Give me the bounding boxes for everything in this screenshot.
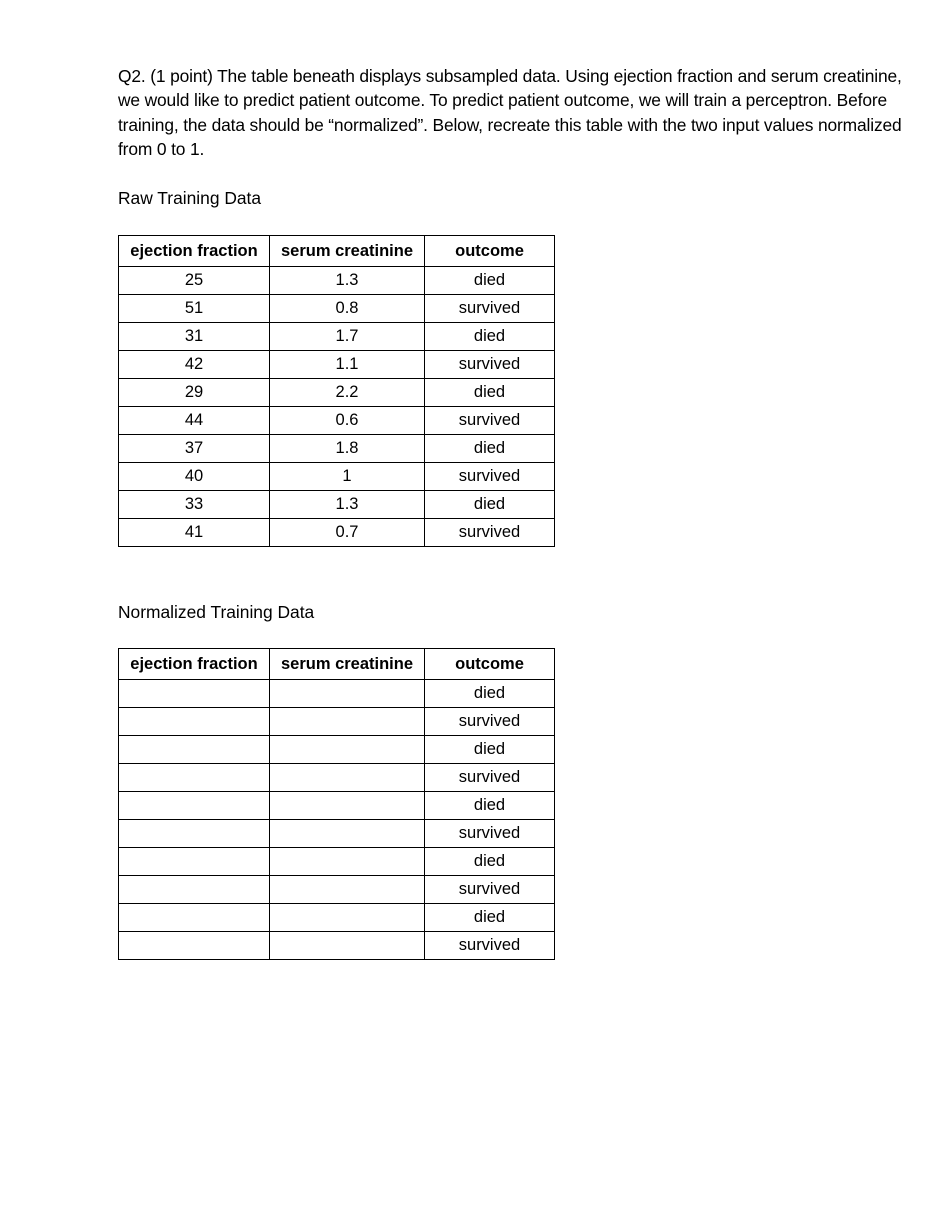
cell-ejection-fraction: 31 <box>119 323 270 351</box>
table-row <box>119 463 555 491</box>
cell-outcome: died <box>425 792 555 820</box>
column-header-serum-creatinine: serum creatinine <box>270 649 425 680</box>
blank-serum-creatinine-cell[interactable] <box>270 792 425 820</box>
cell-outcome: died <box>425 267 555 295</box>
cell-ejection-fraction: 42 <box>119 351 270 379</box>
cell-ejection-fraction: 51 <box>119 295 270 323</box>
cell-serum-creatinine: 2.2 <box>270 379 425 407</box>
column-header-outcome: outcome <box>425 649 555 680</box>
cell-outcome: survived <box>425 351 555 379</box>
table-row <box>119 295 555 323</box>
cell-outcome: died <box>425 848 555 876</box>
blank-serum-creatinine-cell[interactable] <box>270 736 425 764</box>
cell-outcome: survived <box>425 764 555 792</box>
table-row <box>119 764 555 792</box>
blank-serum-creatinine-cell[interactable] <box>270 932 425 960</box>
table-row <box>119 519 555 547</box>
blank-ejection-fraction-cell[interactable] <box>119 680 270 708</box>
blank-ejection-fraction-cell[interactable] <box>119 820 270 848</box>
blank-ejection-fraction-cell[interactable] <box>119 708 270 736</box>
raw-training-data-table <box>118 235 555 547</box>
blank-ejection-fraction-cell[interactable] <box>119 848 270 876</box>
cell-serum-creatinine: 1.3 <box>270 491 425 519</box>
cell-outcome: survived <box>425 519 555 547</box>
cell-outcome: survived <box>425 708 555 736</box>
cell-outcome: survived <box>425 820 555 848</box>
normalized-table-caption: Normalized Training Data <box>118 602 315 622</box>
table-row <box>119 435 555 463</box>
cell-outcome: died <box>425 435 555 463</box>
cell-outcome: survived <box>425 407 555 435</box>
cell-outcome: survived <box>425 932 555 960</box>
blank-serum-creatinine-cell[interactable] <box>270 764 425 792</box>
cell-outcome: survived <box>425 463 555 491</box>
blank-ejection-fraction-cell[interactable] <box>119 736 270 764</box>
table-row <box>119 351 555 379</box>
cell-outcome: died <box>425 323 555 351</box>
column-header-serum-creatinine: serum creatinine <box>270 236 425 267</box>
cell-outcome: died <box>425 491 555 519</box>
cell-ejection-fraction: 37 <box>119 435 270 463</box>
cell-outcome: survived <box>425 876 555 904</box>
blank-serum-creatinine-cell[interactable] <box>270 848 425 876</box>
table-row <box>119 848 555 876</box>
cell-serum-creatinine: 1.3 <box>270 267 425 295</box>
cell-serum-creatinine: 1.8 <box>270 435 425 463</box>
cell-outcome: died <box>425 379 555 407</box>
table-row <box>119 792 555 820</box>
cell-ejection-fraction: 33 <box>119 491 270 519</box>
blank-ejection-fraction-cell[interactable] <box>119 876 270 904</box>
column-header-ejection-fraction: ejection fraction <box>119 236 270 267</box>
table-row <box>119 407 555 435</box>
column-header-ejection-fraction: ejection fraction <box>119 649 270 680</box>
cell-serum-creatinine: 0.8 <box>270 295 425 323</box>
table-row <box>119 736 555 764</box>
table-row <box>119 323 555 351</box>
cell-serum-creatinine: 1.1 <box>270 351 425 379</box>
cell-outcome: died <box>425 680 555 708</box>
blank-serum-creatinine-cell[interactable] <box>270 680 425 708</box>
cell-outcome: died <box>425 736 555 764</box>
cell-serum-creatinine: 1 <box>270 463 425 491</box>
cell-serum-creatinine: 0.6 <box>270 407 425 435</box>
table-row <box>119 267 555 295</box>
question-text: Q2. (1 point) The table beneath displays subsampled data. Using ejection fraction and serum creatinine, we would like to predict patient outcome. To predict patient outcome, we will train a perceptron. Before training, the data should be “normalized”. Below, recreate this table with the two input values normalized from 0 to 1. <box>118 66 902 160</box>
blank-ejection-fraction-cell[interactable] <box>119 904 270 932</box>
blank-serum-creatinine-cell[interactable] <box>270 876 425 904</box>
cell-serum-creatinine: 1.7 <box>270 323 425 351</box>
blank-ejection-fraction-cell[interactable] <box>119 932 270 960</box>
cell-ejection-fraction: 41 <box>119 519 270 547</box>
cell-outcome: survived <box>425 295 555 323</box>
table-header-row <box>119 236 555 267</box>
blank-serum-creatinine-cell[interactable] <box>270 820 425 848</box>
normalized-training-data-table <box>118 648 555 960</box>
blank-ejection-fraction-cell[interactable] <box>119 792 270 820</box>
blank-serum-creatinine-cell[interactable] <box>270 904 425 932</box>
blank-ejection-fraction-cell[interactable] <box>119 764 270 792</box>
table-row <box>119 876 555 904</box>
table-row <box>119 708 555 736</box>
table-header-row <box>119 649 555 680</box>
table-row <box>119 932 555 960</box>
cell-ejection-fraction: 25 <box>119 267 270 295</box>
raw-table-caption: Raw Training Data <box>118 188 262 208</box>
table-row <box>119 820 555 848</box>
table-row <box>119 680 555 708</box>
cell-outcome: died <box>425 904 555 932</box>
column-header-outcome: outcome <box>425 236 555 267</box>
cell-ejection-fraction: 44 <box>119 407 270 435</box>
table-row <box>119 379 555 407</box>
cell-ejection-fraction: 40 <box>119 463 270 491</box>
table-row <box>119 491 555 519</box>
blank-serum-creatinine-cell[interactable] <box>270 708 425 736</box>
table-row <box>119 904 555 932</box>
cell-serum-creatinine: 0.7 <box>270 519 425 547</box>
cell-ejection-fraction: 29 <box>119 379 270 407</box>
